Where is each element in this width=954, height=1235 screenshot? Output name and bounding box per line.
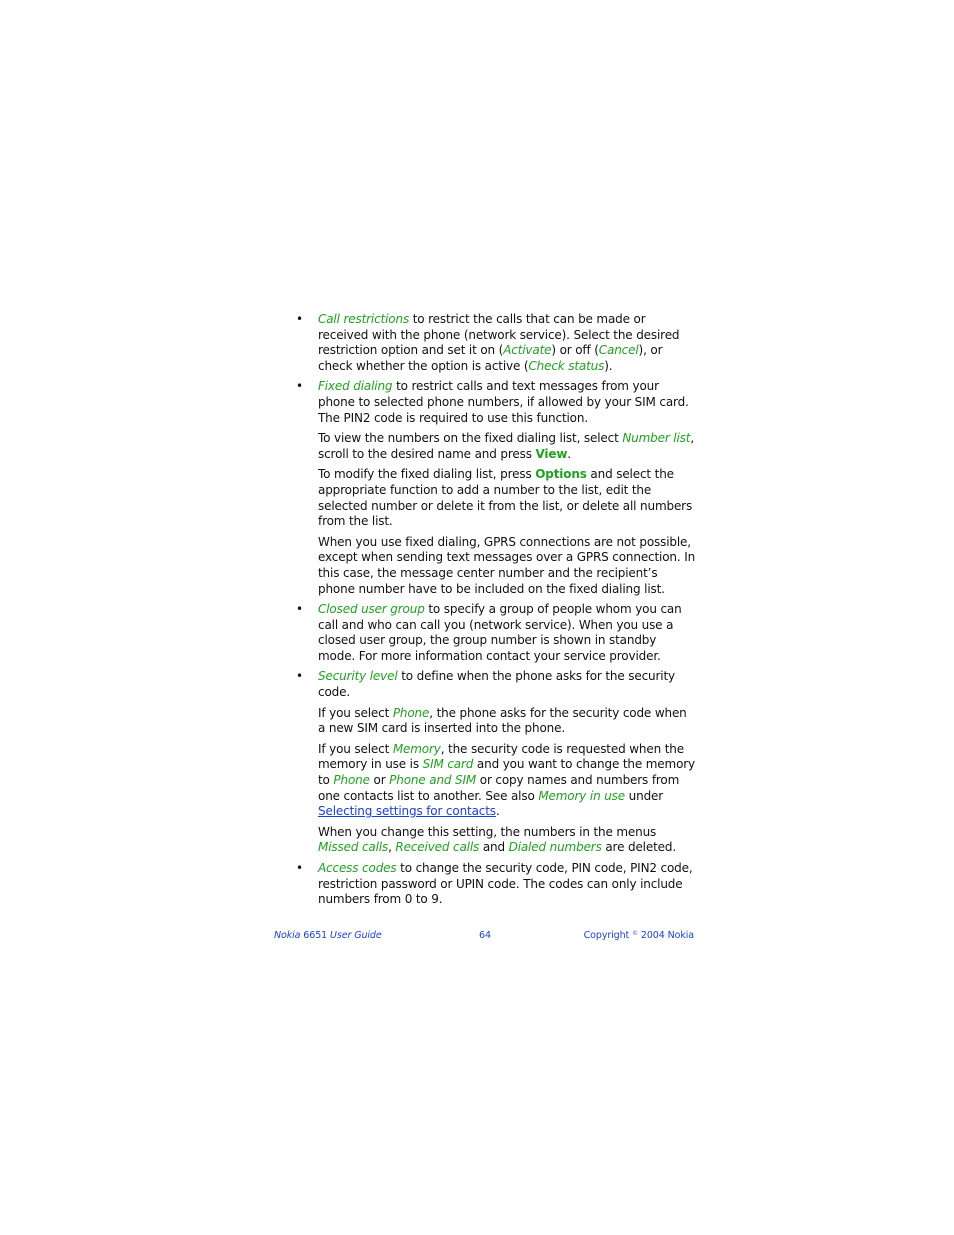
footer-copyright: Copyright © 2004 Nokia	[583, 930, 694, 941]
menu-term: Check status	[528, 358, 605, 373]
menu-term: Call restrictions	[318, 312, 410, 326]
sub-paragraph: If you select Memory, the security code is requested when the memory in use is SIM card and you want to change the memory to Phone or Phone and SIM or copy names and numbers from one contacts list to another. See also Memory in use under Selecting settings for contacts.	[318, 741, 696, 819]
bullet-icon: •	[296, 379, 303, 394]
list-item-call-restrictions	[296, 312, 696, 374]
menu-term: SIM card	[422, 757, 474, 772]
menu-term: Number list	[622, 431, 691, 446]
menu-term: Cancel	[598, 343, 639, 358]
paragraph: Call restrictions to restrict the calls that can be made or received with the phone (network service). Select the desired restriction option and set it on (Activate) or off (Cancel), or check whether the option is active (Check status).	[318, 312, 680, 373]
sub-paragraph: When you use fixed dialing, GPRS connections are not possible, except when sending text messages over a GPRS connection. In this case, the message center number and the recipient’s phone number have to be included on the fixed dialing list.	[318, 534, 696, 596]
menu-term: Memory	[392, 741, 441, 756]
menu-term: Phone	[333, 773, 370, 788]
menu-term: Security level	[318, 669, 398, 684]
copyright-icon: ©	[632, 930, 638, 937]
softkey-label: Options	[535, 467, 587, 482]
page-footer	[274, 930, 694, 944]
paragraph: Fixed dialing to restrict calls and text messages from your phone to selected phone numbers, if allowed by your SIM card. The PIN2 code is required to use this function.	[318, 379, 689, 425]
sub-paragraph: To modify the fixed dialing list, press Options and select the appropriate function to add a number to the list, edit the selected number or delete it from the list, or delete all numbers from the list.	[318, 467, 693, 529]
menu-term: Access codes	[318, 861, 397, 875]
sub-paragraph: When you change this setting, the numbers in the menus Missed calls, Received calls and Dialed numbers are deleted.	[318, 824, 677, 855]
menu-term: Closed user group	[318, 602, 425, 617]
menu-term: Phone	[392, 705, 430, 720]
bullet-icon: •	[296, 602, 303, 617]
bullet-icon: •	[296, 312, 303, 326]
menu-term: Activate	[503, 343, 552, 358]
menu-term: Received calls	[395, 840, 480, 855]
page-number: 64	[479, 930, 491, 941]
paragraph: Closed user group to specify a group of people whom you can call and who can call you (network service). When you use a closed user group, the group number is shown in standby mode. For more information contact your service provider.	[318, 602, 682, 663]
list-item-access-codes	[296, 861, 696, 908]
list-item-security-level	[296, 669, 696, 700]
softkey-label: View	[535, 446, 568, 461]
sub-paragraph: To view the numbers on the fixed dialing list, select Number list, scroll to the desired name and press View.	[318, 431, 694, 461]
menu-term: Phone and SIM	[389, 773, 477, 788]
bullet-icon: •	[296, 861, 303, 875]
menu-term: Missed calls	[318, 840, 389, 855]
list-item-closed-user-group	[296, 602, 696, 664]
paragraph: Security level to define when the phone asks for the security code.	[318, 669, 675, 700]
menu-term: Dialed numbers	[508, 840, 602, 855]
paragraph: Access codes to change the security code, PIN code, PIN2 code, restriction password or UPIN code. The codes can only include numbers from 0 to 9.	[318, 861, 693, 907]
list-item-fixed-dialing	[296, 379, 696, 426]
sub-paragraph: If you select Phone, the phone asks for the security code when a new SIM card is inserted into the phone.	[318, 705, 687, 736]
document-body	[296, 312, 696, 913]
footer-guide-title: Nokia 6651 User Guide	[274, 930, 382, 941]
settings-for-contacts-link[interactable]: Selecting settings for contacts	[318, 804, 496, 819]
bullet-icon: •	[296, 669, 303, 684]
menu-term: Fixed dialing	[318, 379, 393, 394]
menu-term: Memory in use	[538, 788, 625, 803]
